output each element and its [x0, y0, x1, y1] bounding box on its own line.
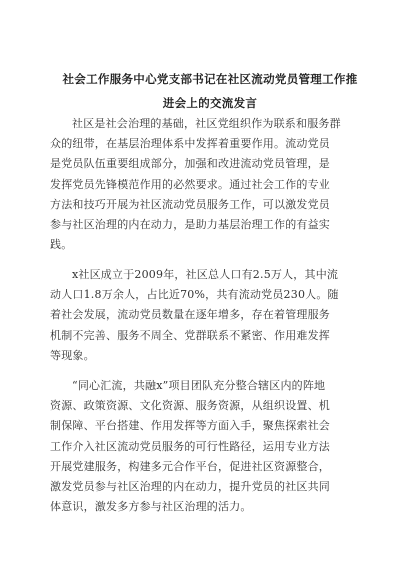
- paragraph-line: 开展党建服务，构建多元合作平台，促进社区资源整合，: [50, 459, 330, 473]
- paragraph-line: 方法和技巧开展为社区流动党员服务工作，可以激发党员: [50, 197, 330, 211]
- paragraph-line: 制保障、平台搭建、作用发挥等方面入手，聚焦探索社会: [50, 419, 330, 433]
- paragraph-line: 激发党员参与社区治理的内在动力，提升党员的社区共同: [50, 480, 330, 494]
- title-line-2: 进会上的交流发言: [162, 96, 258, 110]
- paragraph-line: 着社会发展，流动党员数量在逐年增多，存在着管理服务: [50, 308, 330, 322]
- paragraph-line: x社区成立于2009年，社区总人口有2.5万人，其中流: [72, 268, 339, 281]
- paragraph-line: 机制不完善、服务不周全、党群联系不紧密、作用难发挥: [50, 328, 330, 342]
- paragraph-project: [50, 376, 362, 517]
- paragraph-line: 动人口1.8万余人，占比近70%，共有流动党员230人。随: [50, 288, 339, 302]
- document-title: [50, 67, 370, 115]
- paragraph-line: 工作介入社区流动党员服务的可行性路径，运用专业方法: [50, 439, 330, 453]
- paragraph-line: 等现象。: [50, 348, 95, 362]
- paragraph-line: 体意识，激发多方参与社区治理的活力。: [50, 500, 252, 514]
- paragraph-line: 践。: [50, 238, 73, 252]
- paragraph-line: “同心汇流，共融x”项目团队充分整合辖区内的阵地: [72, 379, 326, 392]
- paragraph-line: 参与社区治理的内在动力，是助力基层治理工作的有益实: [50, 218, 330, 232]
- paragraph-line: 资源、政策资源、文化资源、服务资源，从组织设置、机: [50, 399, 330, 413]
- paragraph-line: 众的纽带，在基层治理体系中发挥着重要作用。流动党员: [50, 137, 330, 151]
- paragraph-intro: [50, 114, 362, 255]
- title-line-1: 社会工作服务中心党支部书记在社区流动党员管理工作推: [62, 72, 358, 86]
- paragraph-line: 发挥党员先锋模范作用的必然要求。通过社会工作的专业: [50, 177, 330, 191]
- paragraph-community-facts: [50, 265, 362, 366]
- paragraph-line: 是党员队伍重要组成部分，加强和改进流动党员管理，是: [50, 157, 330, 171]
- paragraph-line: 社区是社会治理的基础，社区党组织作为联系和服务群: [72, 117, 341, 130]
